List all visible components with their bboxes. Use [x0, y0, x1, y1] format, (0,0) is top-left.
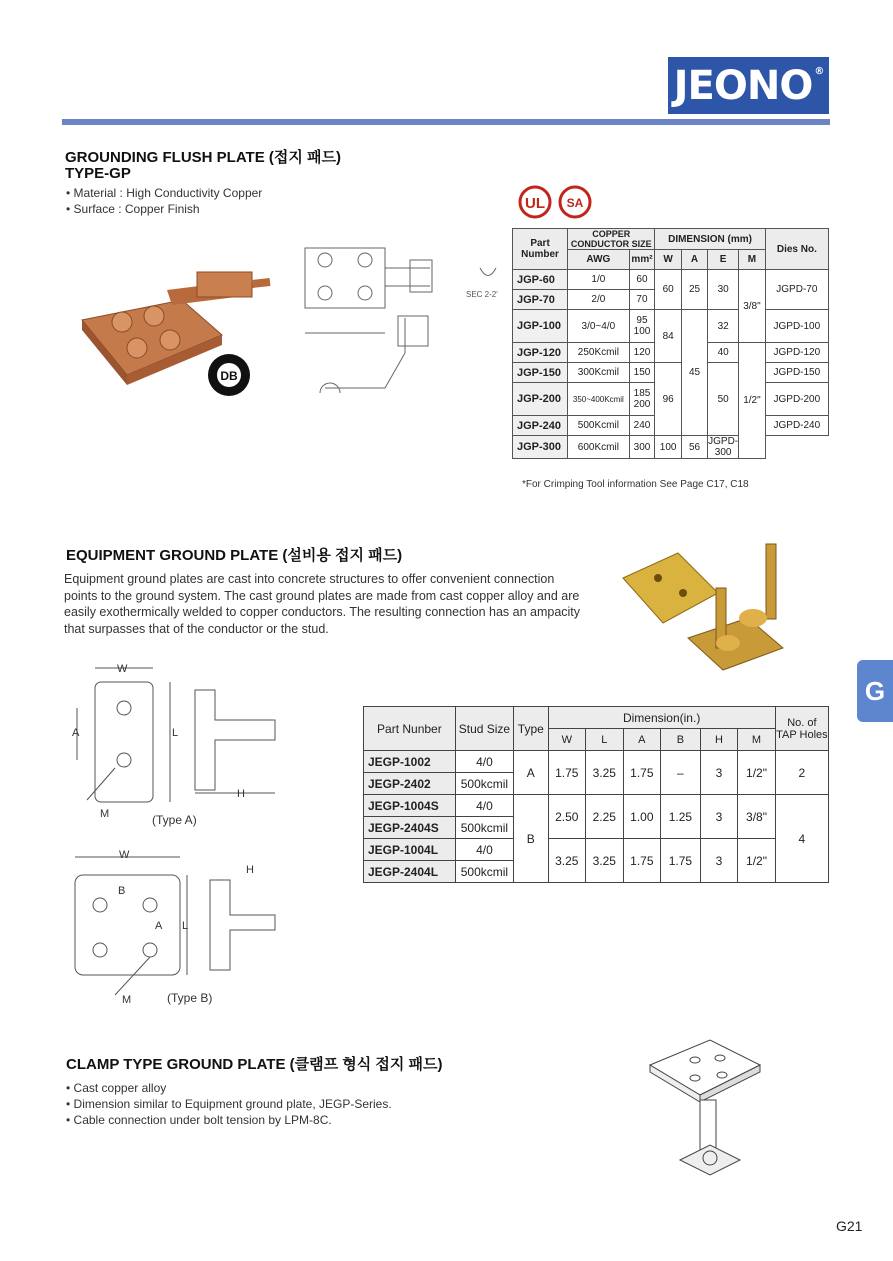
dim-b: 1.25: [661, 795, 701, 839]
section3-bullet-3: • Cable connection under bolt tension by LPM-8C.: [66, 1113, 332, 1127]
dies-no: JGPD-100: [765, 310, 828, 343]
mm2: 120: [629, 343, 655, 363]
dim-m: 1/2": [738, 839, 776, 883]
section1-type: TYPE-GP: [65, 165, 131, 182]
dim-m: 1/2": [739, 343, 766, 459]
part-number: JGP-70: [513, 290, 568, 310]
part-number: JEGP-2402: [364, 773, 456, 795]
type-a-m-label: M: [100, 808, 110, 820]
th-dies: Dies No.: [765, 229, 828, 270]
type-a-drawing: [65, 660, 285, 820]
stud-size: 500kcmil: [455, 817, 513, 839]
dim-h: 3: [700, 751, 738, 795]
dim-a: 1.00: [623, 795, 661, 839]
type-b-drawing: [65, 845, 295, 1005]
dim-b: 1.75: [661, 839, 701, 883]
mm2: 95 100: [629, 310, 655, 343]
type-cell: B: [514, 795, 548, 883]
tap-holes: 2: [775, 751, 828, 795]
th-e: E: [708, 250, 739, 270]
type-cell: A: [514, 751, 548, 795]
dim-l: 3.25: [586, 839, 624, 883]
type-b-a-label: A: [155, 920, 163, 932]
type-b-b-label: B: [118, 885, 126, 897]
type-a-l-label: L: [172, 727, 179, 739]
th-m: M: [738, 729, 776, 751]
th-mm2: mm²: [629, 250, 655, 270]
part-number: JGP-200: [513, 383, 568, 416]
awg: 1/0: [568, 270, 629, 290]
th-a: A: [623, 729, 661, 751]
type-b-l-label: L: [182, 920, 189, 932]
dim-m: 3/8": [738, 795, 776, 839]
th-part-number: Part Nunber: [364, 707, 456, 751]
dim-e: 30: [708, 270, 739, 310]
mm2: 185 200: [629, 383, 655, 416]
awg: 350~400Kcmil: [568, 383, 629, 416]
part-number: JGP-60: [513, 270, 568, 290]
csa-cert-icon: [557, 184, 593, 220]
th-stud-size: Stud Size: [455, 707, 513, 751]
dim-w: 100: [655, 436, 682, 459]
table-row: [513, 436, 829, 459]
awg: 600Kcmil: [568, 436, 629, 459]
dim-e: 40: [708, 343, 739, 363]
th-l: L: [586, 729, 624, 751]
ul-cert-icon: [517, 184, 553, 220]
th-dimension: Dimension(in.): [548, 707, 775, 729]
th-tap-holes: No. of TAP Holes: [775, 707, 828, 751]
awg: 3/0~4/0: [568, 310, 629, 343]
table-row: [513, 270, 829, 290]
dim-m: 3/8": [739, 270, 766, 343]
tap-holes: 4: [775, 795, 828, 883]
stud-size: 500kcmil: [455, 861, 513, 883]
stud-size: 4/0: [455, 795, 513, 817]
section3-bullet-2: • Dimension similar to Equipment ground plate, JEGP-Series.: [66, 1097, 392, 1111]
dim-w: 2.50: [548, 795, 586, 839]
mm2: 240: [629, 416, 655, 436]
brand-name: JEONO: [673, 62, 813, 109]
section1-bullet-1: • Material : High Conductivity Copper: [66, 186, 263, 200]
equipment-plate-photo: [608, 538, 818, 678]
section2-description: Equipment ground plates are cast into concrete structures to offer convenient connection points to the ground system. The cast ground plates are made from cast copper alloy and are easily exothermically welded to copper conductors. The resulting connection has an ampacity that surpasses that of the conductor or the stud.: [64, 572, 581, 636]
header-rule: [62, 119, 830, 125]
part-number: JEGP-1002: [364, 751, 456, 773]
csa-cert-text: SA: [566, 196, 584, 210]
table-row: [513, 310, 829, 343]
dies-no: JGPD-150: [765, 363, 828, 383]
dim-e: 50: [708, 363, 739, 436]
part-number: JEGP-2404S: [364, 817, 456, 839]
dies-no: JGPD-200: [765, 383, 828, 416]
th-a: A: [681, 250, 707, 270]
awg: 500Kcmil: [568, 416, 629, 436]
part-number: JGP-100: [513, 310, 568, 343]
dim-w: 1.75: [548, 751, 586, 795]
page-number: G21: [836, 1218, 863, 1234]
ul-cert-text: UL: [525, 195, 545, 212]
svg-text:DB: DB: [220, 369, 238, 383]
dim-l: 2.25: [586, 795, 624, 839]
mm2: 60: [629, 270, 655, 290]
table-row: [364, 839, 829, 861]
mm2: 300: [629, 436, 655, 459]
th-m: M: [739, 250, 766, 270]
section3-title: CLAMP TYPE GROUND PLATE (클램프 형식 접지 패드): [66, 1056, 443, 1073]
part-number: JEGP-2404L: [364, 861, 456, 883]
section1-title: GROUNDING FLUSH PLATE (접지 패드): [65, 149, 342, 166]
type-b-w-label: W: [119, 849, 130, 861]
th-type: Type: [514, 707, 548, 751]
dies-no: JGPD-70: [765, 270, 828, 310]
mm2: 70: [629, 290, 655, 310]
th-b: B: [661, 729, 701, 751]
dim-w: 3.25: [548, 839, 586, 883]
dies-no: JGPD-120: [765, 343, 828, 363]
equipment-plate-table: [363, 706, 829, 883]
dim-b: –: [661, 751, 701, 795]
crimping-footnote: *For Crimping Tool information See Page C17, C18: [522, 479, 749, 490]
clamp-plate-drawing: [640, 1030, 770, 1180]
brand-logo: [668, 57, 829, 114]
type-b-caption: (Type B): [167, 991, 213, 1005]
th-copper-conductor: COPPER CONDUCTOR SIZE: [568, 229, 655, 250]
th-part-number: Part Number: [513, 229, 568, 270]
part-number: JGP-120: [513, 343, 568, 363]
type-b-h-label: H: [246, 864, 254, 876]
th-awg: AWG: [568, 250, 629, 270]
dim-h: 3: [700, 795, 738, 839]
dim-l: 3.25: [586, 751, 624, 795]
type-a-w-label: W: [117, 663, 128, 675]
mm2: 150: [629, 363, 655, 383]
part-number: JEGP-1004L: [364, 839, 456, 861]
th-w: W: [655, 250, 682, 270]
th-h: H: [700, 729, 738, 751]
dim-w: 84: [655, 310, 682, 363]
section1-bullet-2: • Surface : Copper Finish: [66, 202, 200, 216]
dim-a: 45: [681, 310, 707, 436]
registered-mark: ®: [814, 66, 824, 77]
table-row: [364, 795, 829, 817]
dim-w: 60: [655, 270, 682, 310]
dim-w: 96: [655, 363, 682, 436]
dim-h: 3: [700, 839, 738, 883]
type-a-a-label: A: [72, 727, 80, 739]
dim-e: 32: [708, 310, 739, 343]
type-b-m-label: M: [122, 994, 132, 1006]
dim-a: 1.75: [623, 839, 661, 883]
awg: 250Kcmil: [568, 343, 629, 363]
dies-no: JGPD-240: [765, 416, 828, 436]
dim-e: 56: [681, 436, 707, 459]
dim-a: 25: [681, 270, 707, 310]
awg: 300Kcmil: [568, 363, 629, 383]
section2-title: EQUIPMENT GROUND PLATE (설비용 접지 패드): [66, 547, 403, 564]
stud-size: 500kcmil: [455, 773, 513, 795]
section-label: SEC 2-2': [466, 290, 498, 299]
stud-size: 4/0: [455, 751, 513, 773]
stud-size: 4/0: [455, 839, 513, 861]
type-a-caption: (Type A): [152, 813, 197, 827]
dim-a: 1.75: [623, 751, 661, 795]
flush-plate-table: [512, 228, 829, 459]
table-row: [364, 751, 829, 773]
flush-plate-drawing: [280, 238, 510, 423]
part-number: JEGP-1004S: [364, 795, 456, 817]
section3-bullet-1: • Cast copper alloy: [66, 1081, 167, 1095]
th-dimension: DIMENSION (mm): [655, 229, 765, 250]
dim-m: 1/2": [738, 751, 776, 795]
section-tab-g: G: [857, 660, 893, 722]
table-row: [513, 363, 829, 383]
th-w: W: [548, 729, 586, 751]
part-number: JGP-240: [513, 416, 568, 436]
part-number: JGP-150: [513, 363, 568, 383]
direct-burial-icon: [206, 352, 252, 398]
dies-no: JGPD-300: [708, 436, 739, 458]
part-number: JGP-300: [513, 436, 568, 459]
type-a-h-label: H: [237, 788, 245, 800]
awg: 2/0: [568, 290, 629, 310]
